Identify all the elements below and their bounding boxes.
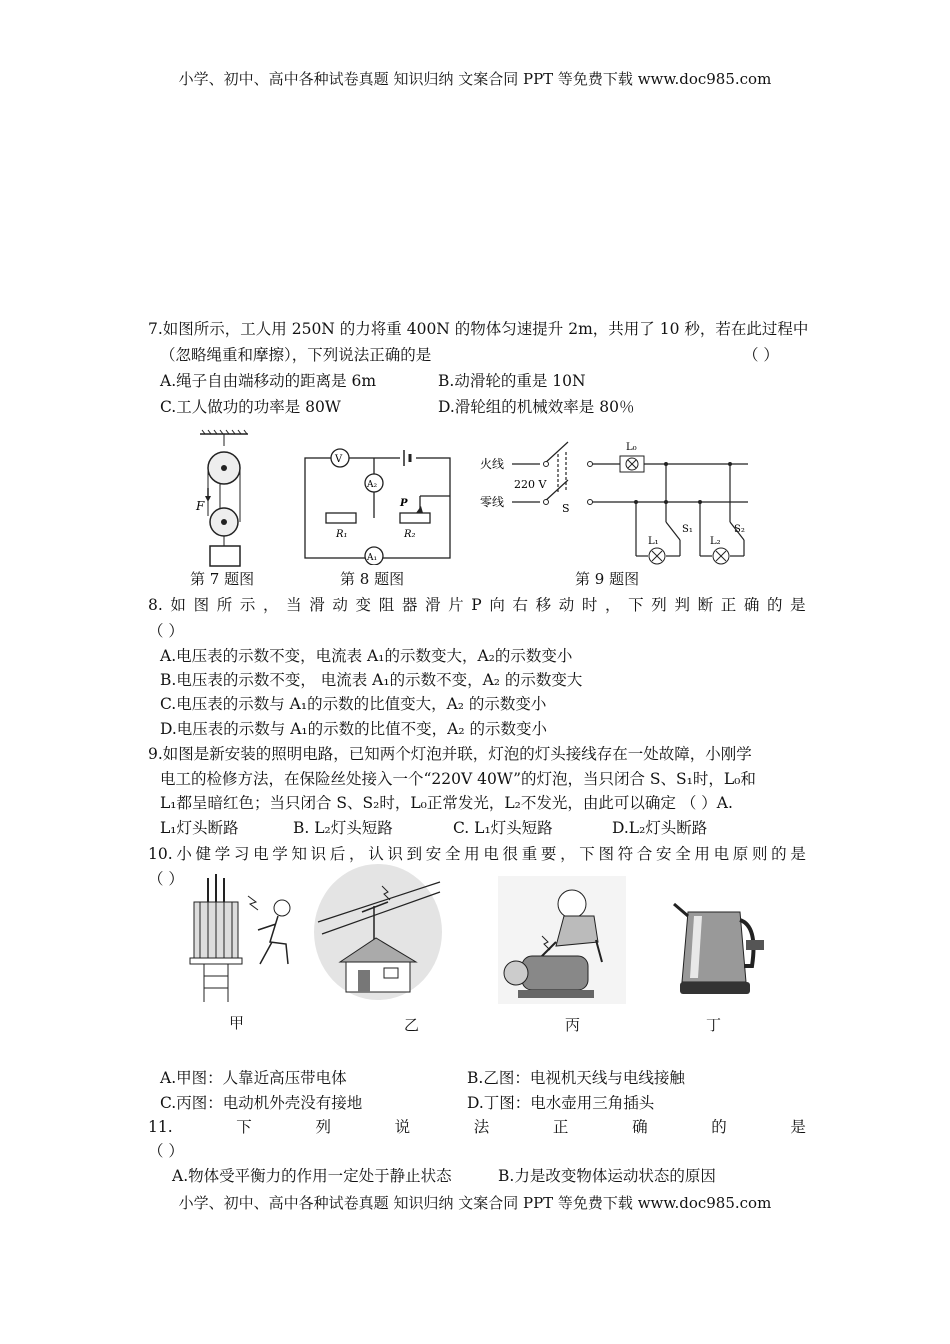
svg-text:S₂: S₂ bbox=[734, 524, 745, 535]
svg-text:零线: 零线 bbox=[480, 495, 505, 509]
picture-ding bbox=[672, 886, 768, 1000]
q7-option-c: C.工人做功的功率是 80W bbox=[160, 398, 341, 416]
q10-answer-bracket: （ ） bbox=[148, 870, 184, 888]
svg-text:S₁: S₁ bbox=[682, 524, 693, 535]
q8-option-c: C.电压表的示数与 A₁的示数的比值变大，A₂ 的示数变小 bbox=[160, 695, 547, 713]
q11-option-b: B.力是改变物体运动状态的原因 bbox=[498, 1167, 716, 1185]
svg-text:A₁: A₁ bbox=[367, 553, 378, 563]
q11-option-a: A.物体受平衡力的作用一定处于静止状态 bbox=[172, 1167, 452, 1185]
picture-yi bbox=[312, 862, 444, 1002]
svg-text:L₂: L₂ bbox=[710, 536, 721, 547]
page-header: 小学、初中、高中各种试卷真题 知识归纳 文案合同 PPT 等免费下载 www.doc985.com bbox=[178, 70, 772, 88]
q9-stem-line1: 9.如图是新安装的照明电路，已知两个灯泡并联，灯泡的灯头接线存在一处故障，小刚学 bbox=[148, 745, 752, 763]
force-label: F bbox=[196, 499, 205, 513]
fig7-caption: 第 7 题图 bbox=[190, 570, 255, 588]
q9-stem-line3: L₁都呈暗红色；当只闭合 S、S₂时，L₀正常发光，L₂不发光，由此可以确定 （ ）A. bbox=[160, 794, 733, 812]
q8-option-b: B.电压表的示数不变， 电流表 A₁的示数不变，A₂ 的示数变大 bbox=[160, 671, 583, 689]
svg-text:S: S bbox=[562, 502, 570, 515]
svg-text:R₂: R₂ bbox=[404, 529, 416, 540]
circuit-figure-9 bbox=[470, 432, 755, 572]
picture-bing bbox=[498, 876, 626, 1004]
svg-text:L₁: L₁ bbox=[648, 536, 659, 547]
svg-text:R₁: R₁ bbox=[336, 529, 348, 540]
circuit-figure-8 bbox=[300, 440, 460, 565]
q9-option-b: B. L₂灯头短路 bbox=[293, 819, 393, 837]
q10-option-b: B.乙图：电视机天线与电线接触 bbox=[467, 1069, 685, 1087]
picture-jia bbox=[186, 872, 298, 1002]
q9-option-c: C. L₁灯头短路 bbox=[453, 819, 553, 837]
pulley-figure bbox=[190, 428, 260, 568]
q10-option-c: C.丙图：电动机外壳没有接地 bbox=[160, 1094, 363, 1112]
q10-option-a: A.甲图：人靠近高压带电体 bbox=[160, 1069, 347, 1087]
q8-answer-bracket: （ ） bbox=[148, 622, 184, 640]
q7-stem-line2: （忽略绳重和摩擦），下列说法正确的是 bbox=[160, 346, 432, 364]
q7-option-a: A.绳子自由端移动的距离是 6m bbox=[160, 372, 377, 390]
page-footer: 小学、初中、高中各种试卷真题 知识归纳 文案合同 PPT 等免费下载 www.doc985.com bbox=[178, 1194, 772, 1212]
q10-option-d: D.丁图：电水壶用三角插头 bbox=[467, 1094, 655, 1112]
q8-option-a: A.电压表的示数不变，电流表 A₁的示数变大，A₂的示数变小 bbox=[160, 647, 573, 665]
svg-text:A₂: A₂ bbox=[367, 480, 378, 490]
q10-stem: 10. 小 健 学 习 电 学 知 识 后 ， 认 识 到 安 全 用 电 很 重 要 ， 下 图 符 合 安 全 用 电 原 则 的 是 bbox=[148, 845, 806, 863]
q8-option-d: D.电压表的示数与 A₁的示数的比值不变，A₂ 的示数变小 bbox=[160, 720, 547, 738]
fig9-caption: 第 9 题图 bbox=[575, 570, 640, 588]
svg-text:L₀: L₀ bbox=[626, 442, 637, 453]
svg-text:V: V bbox=[335, 454, 343, 465]
svg-text:P: P bbox=[400, 498, 408, 509]
picture-label-ding: 丁 bbox=[706, 1016, 722, 1034]
q9-stem-line2: 电工的检修方法，在保险丝处接入一个“220V 40W”的灯泡，当只闭合 S、S₁时，L₀和 bbox=[160, 770, 756, 788]
q7-answer-bracket: （ ） bbox=[743, 346, 779, 364]
q8-stem: 8. 如 图 所 示 ， 当 滑 动 变 阻 器 滑 片 P 向 右 移 动 时 ， 下 列 判 断 正 确 的 是 bbox=[148, 596, 806, 614]
picture-label-bing: 丙 bbox=[565, 1016, 581, 1034]
q11-answer-bracket: （ ） bbox=[148, 1142, 184, 1160]
q7-option-d: D.滑轮组的机械效率是 80％ bbox=[438, 398, 635, 416]
picture-label-jia: 甲 bbox=[229, 1014, 245, 1032]
q11-stem: 11. 下 列 说 法 正 确 的 是 bbox=[148, 1118, 806, 1136]
svg-text:火线: 火线 bbox=[480, 457, 505, 471]
q9-option-d: D.L₂灯头断路 bbox=[612, 819, 708, 837]
q9-option-a: L₁灯头断路 bbox=[160, 819, 239, 837]
q7-option-b: B.动滑轮的重是 10N bbox=[438, 372, 586, 390]
q7-stem-line1: 7.如图所示，工人用 250N 的力将重 400N 的物体匀速提升 2m，共用了 10 秒，若在此过程中 bbox=[148, 320, 809, 338]
fig8-caption: 第 8 题图 bbox=[340, 570, 405, 588]
picture-label-yi: 乙 bbox=[404, 1016, 420, 1034]
svg-text:220 V: 220 V bbox=[514, 478, 547, 491]
